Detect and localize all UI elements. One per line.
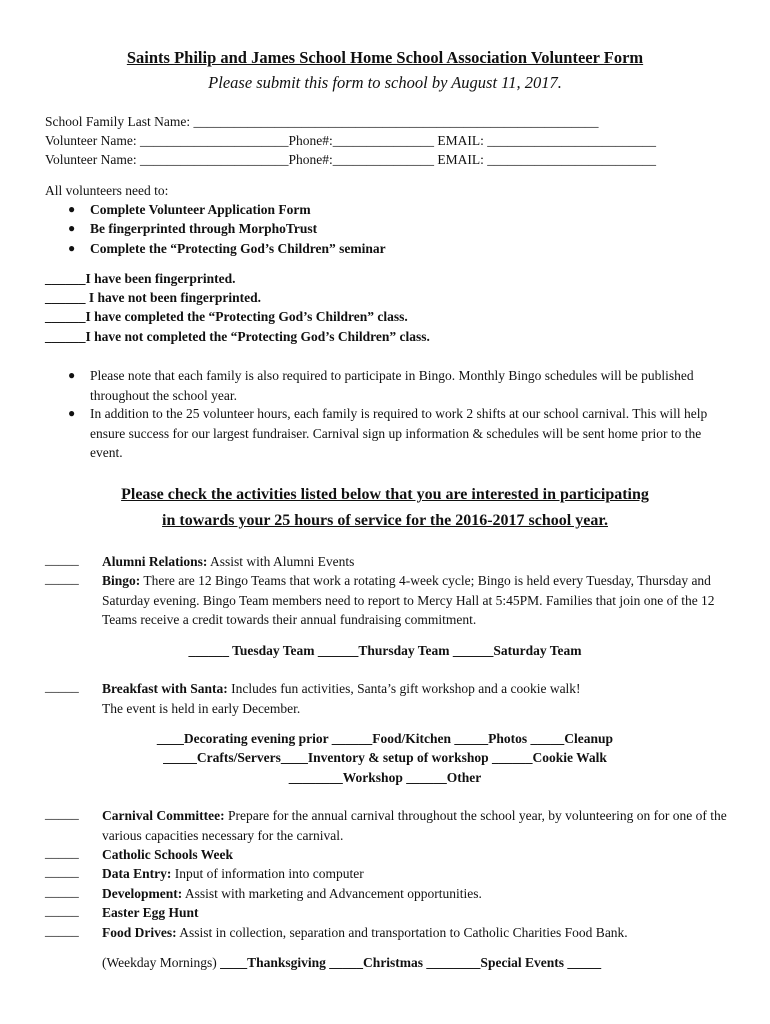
volunteer-name-field-2[interactable]: Volunteer Name: ______________________Phone#:_______________ EMAIL: _________________________ [45,152,656,167]
activity-desc: There are 12 Bingo Teams that work a rotating 4-week cycle; Bingo is held every Tuesday, Thursday and Saturday evening. Bingo Team members need to report to Mercy Hall at 5:45PM. Families that join one of the 12 Teams receive a credit towards their annual fundraising commitment. [102,573,715,627]
catholic-schools-week-item [102,845,727,865]
activity-desc: Includes fun activities, Santa’s gift workshop and a cookie walk! [227,681,581,696]
bullet-icon: ● [68,406,76,420]
santa-check-blank[interactable]: _____ [45,679,79,694]
form-subtitle: Please submit this form to school by August 11, 2017. [208,73,562,92]
santa-options-row[interactable]: ____Decorating evening prior ______Food/Kitchen _____Photos _____Cleanup [156,731,614,746]
activity-name: Easter Egg Hunt [102,905,199,920]
bullet-icon: ● [68,221,76,235]
activity-desc: The event is held in early December. [102,700,301,716]
bingo-team-options[interactable]: ______ Tuesday Team ______Thursday Team ______Saturday Team [188,643,582,658]
alumni-check-blank[interactable]: _____ [45,552,79,567]
activity-name: Food Drives: [102,925,177,940]
activity-name: Catholic Schools Week [102,847,234,862]
requirement-item: Complete Volunteer Application Form [90,202,311,217]
activity-desc: Prepare for the annual carnival throughout the school year, by volunteering on for one of the various capacities necessary for the carnival. [102,808,727,843]
activity-desc: Assist in collection, separation and transportation to Catholic Charities Food Bank. [176,925,628,940]
food-opts-prefix: (Weekday Mornings) [102,955,221,970]
bullet-icon: ● [68,202,76,216]
santa-options-row[interactable]: ________Workshop ______Other [288,770,482,785]
bullet-icon: ● [68,241,76,255]
fingerprinted-check[interactable]: ______I have been fingerprinted. [45,271,236,286]
carnival-check-blank[interactable]: _____ [45,806,79,821]
activity-desc: Assist with marketing and Advancement opportunities. [182,886,482,901]
completed-class-check[interactable]: ______I have completed the “Protecting God’s Children” class. [45,309,408,324]
requirements-intro: All volunteers need to: [45,183,169,198]
form-title: Saints Philip and James School Home School Association Volunteer Form [126,48,644,67]
bingo-item [102,571,727,630]
bingo-check-blank[interactable]: _____ [45,571,79,586]
activity-name: Alumni Relations: [102,554,208,569]
food-drive-options[interactable] [102,953,727,973]
food-opts: ____Thanksgiving _____Christmas ________Special Events _____ [220,955,602,970]
not-completed-class-check[interactable]: ______I have not completed the “Protecting God’s Children” class. [45,329,430,344]
activity-name: Data Entry: [102,866,172,881]
easter-egg-hunt-item [102,903,727,923]
data-entry-check-blank[interactable]: _____ [45,864,79,879]
carnival-committee-item [102,806,727,845]
food-drives-item [102,923,727,943]
development-item [102,884,727,904]
not-fingerprinted-check[interactable]: ______ I have not been fingerprinted. [45,290,261,305]
bullet-icon: ● [68,368,76,382]
activity-name: Carnival Committee: [102,808,225,823]
breakfast-santa-item [102,679,727,718]
activity-desc: Assist with Alumni Events [207,554,355,569]
volunteer-name-field-1[interactable]: Volunteer Name: ______________________Phone#:_______________ EMAIL: _________________________ [45,133,656,148]
activities-heading-line2: in towards your 25 hours of service for the 2016-2017 school year. [162,512,608,529]
alumni-relations-item [102,552,727,572]
food-check-blank[interactable]: _____ [45,923,79,938]
activity-name: Breakfast with Santa: [102,681,228,696]
requirement-item: Complete the “Protecting God’s Children” seminar [90,241,386,256]
activity-name: Development: [102,886,183,901]
carnival-note: In addition to the 25 volunteer hours, each family is required to work 2 shifts at our school carnival. This will help ensure success for our largest fundraiser. Carnival sign up information & schedules will be sent home prior to the event. [90,406,708,460]
family-last-name-field[interactable]: School Family Last Name: ____________________________________________________________ [45,114,599,129]
easter-check-blank[interactable]: _____ [45,903,79,918]
development-check-blank[interactable]: _____ [45,884,79,899]
data-entry-item [102,864,727,884]
bingo-note: Please note that each family is also required to participate in Bingo. Monthly Bingo schedules will be published throughout the school year. [90,368,694,403]
activities-heading-line1: Please check the activities listed below that you are interested in participating [121,486,649,503]
santa-options-row[interactable]: _____Crafts/Servers____Inventory & setup of workshop ______Cookie Walk [163,750,607,765]
activity-desc: Input of information into computer [171,866,364,881]
activity-name: Bingo: [102,573,141,588]
requirement-item: Be fingerprinted through MorphoTrust [90,221,318,236]
catholic-check-blank[interactable]: _____ [45,845,79,860]
